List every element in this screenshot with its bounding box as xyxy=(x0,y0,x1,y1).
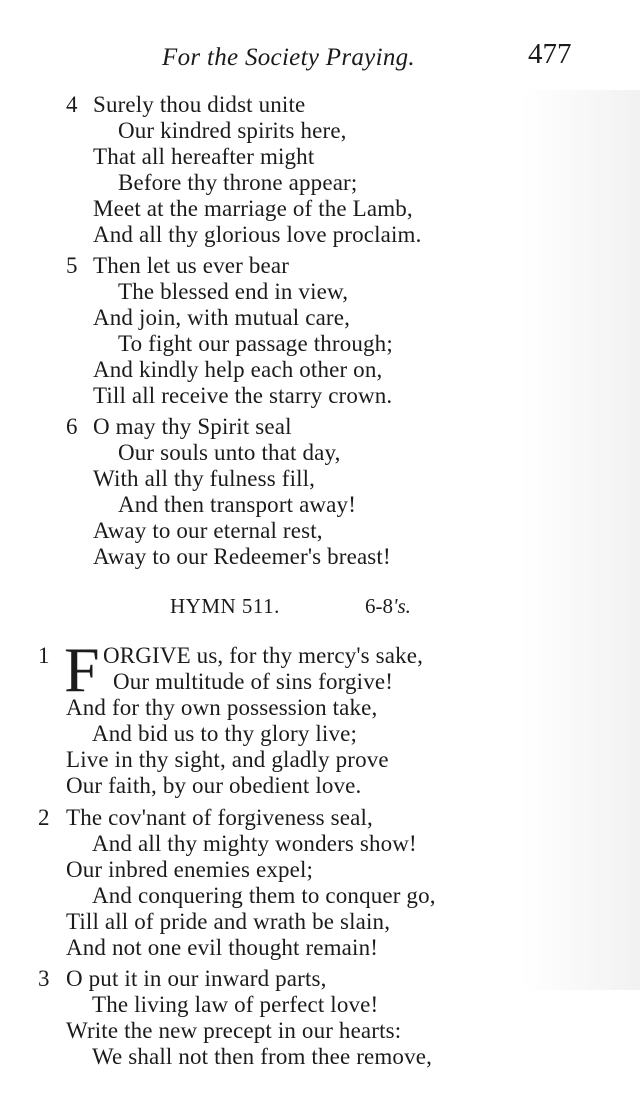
verse-line: Our inbred enemies expel; xyxy=(66,857,314,882)
verse-line: And join, with mutual care, xyxy=(93,305,350,330)
stanza-number: 6 xyxy=(66,414,78,439)
verse-line: Live in thy sight, and gladly prove xyxy=(66,747,389,772)
verse-line: Our souls unto that day, xyxy=(118,440,341,465)
verse-line: And then transport away! xyxy=(118,492,357,517)
verse-line: And all thy mighty wonders show! xyxy=(92,831,417,856)
verse-line: And all thy glorious love proclaim. xyxy=(93,222,422,247)
stanza-number: 4 xyxy=(66,92,78,117)
verse-line: And bid us to thy glory live; xyxy=(92,721,358,746)
verse-line-first: ORGIVE us, for thy mercy's sake, xyxy=(103,643,424,668)
verse-line: Write the new precept in our hearts: xyxy=(66,1018,402,1043)
verse-line: Our faith, by our obedient love. xyxy=(66,773,362,798)
verse-line: Till all receive the starry crown. xyxy=(93,383,393,408)
hymn-meter xyxy=(365,594,411,619)
stanza-number: 2 xyxy=(38,805,50,830)
verse-line: And for thy own possession take, xyxy=(66,695,378,720)
bleed-through-shading xyxy=(520,90,640,990)
verse-line: Meet at the marriage of the Lamb, xyxy=(93,196,413,221)
verse-line: We shall not then from thee remove, xyxy=(92,1044,432,1069)
verse-line: Surely thou didst unite xyxy=(93,92,306,117)
meter-number: 6-8 xyxy=(365,594,393,618)
verse-line: Before thy throne appear; xyxy=(118,170,358,195)
stanza-number: 3 xyxy=(38,966,50,991)
drop-cap: F xyxy=(64,634,100,705)
meter-suffix: 's. xyxy=(393,594,411,618)
verse-line: The living law of perfect love! xyxy=(92,992,379,1017)
verse-line: And kindly help each other on, xyxy=(93,357,383,382)
stanza-number: 5 xyxy=(66,253,78,278)
verse-line: And conquering them to conquer go, xyxy=(92,883,436,908)
stanza-number: 1 xyxy=(38,643,50,668)
page-number: 477 xyxy=(528,38,572,70)
verse-line: Our multitude of sins forgive! xyxy=(113,669,394,694)
verse-line: Till all of pride and wrath be slain, xyxy=(66,909,391,934)
verse-line: The blessed end in view, xyxy=(118,279,349,304)
verse-line: And not one evil thought remain! xyxy=(66,935,379,960)
verse-line: O put it in our inward parts, xyxy=(66,966,327,991)
verse-line: Then let us ever bear xyxy=(93,253,289,278)
verse-line: Our kindred spirits here, xyxy=(118,118,347,143)
hymn-heading: HYMN 511. xyxy=(170,594,280,618)
page-header-title: For the Society Praying. xyxy=(162,44,415,71)
verse-line: The cov'nant of forgiveness seal, xyxy=(66,805,373,830)
verse-line: That all hereafter might xyxy=(93,144,315,169)
verse-line: O may thy Spirit seal xyxy=(93,414,292,439)
verse-line: Away to our eternal rest, xyxy=(93,518,323,543)
verse-line: Away to our Redeemer's breast! xyxy=(93,544,391,569)
verse-line: To fight our passage through; xyxy=(118,331,393,356)
verse-line: With all thy fulness fill, xyxy=(93,466,316,491)
